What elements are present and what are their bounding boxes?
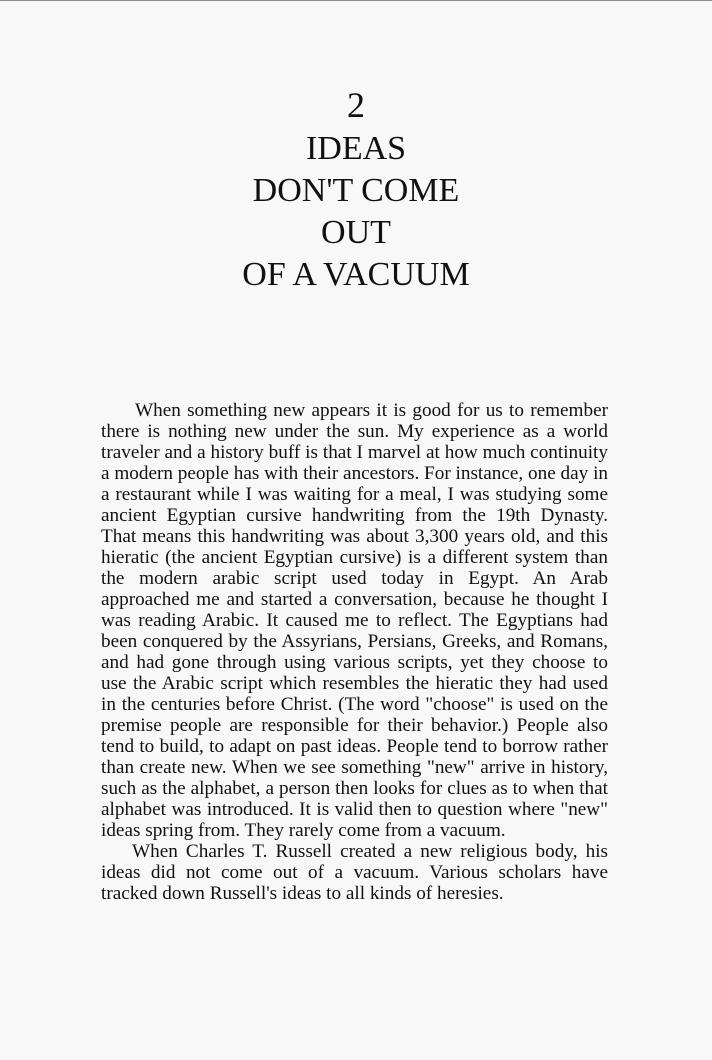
body-paragraph-1: When something new appears it is good for us to remember there is nothing new under the sun. My experience as a world traveler and a history buff is that I marvel at how much continuity a modern people has with their ancestors. For instance, one day in a restaurant while I was waiting for a meal, I was studying some ancient Egyptian cursive handwriting from the 19th Dynasty. That means this handwriting was about 3,300 years old, and this hieratic (the ancient Egyptian cursive) is a different system than the modern arabic script used today in Egypt. An Arab approached me and started a conversation, because he thought I was reading Arabic. It caused me to reflect. The Egyptians had been conquered by the Assyrians, Persians, Greeks, and Romans, and had gone through using various scripts, yet they choose to use the Arabic script which resembles the hieratic they had used in the centuries before Christ. (The word "choose" is used on the premise people are responsible for their behavior.) People also tend to build, to adapt on past ideas. People tend to borrow rather than create new. When we see something "new" arrive in history, such as the alphabet, a person then looks for clues as to when that alphabet was introduced. It is valid then to question where "new" ideas spring from. They rarely come from a vacuum. [101,400,608,841]
chapter-title-line-3: OUT [321,214,391,251]
chapter-body [101,400,608,904]
chapter-title-line-4: OF A VACUUM [242,256,470,293]
chapter-title-line-1: IDEAS [305,130,407,167]
chapter-number: 2 [347,85,365,125]
page-top-border [0,0,712,1]
body-paragraph-2: When Charles T. Russell created a new religious body, his ideas did not come out of a vacuum. Various scholars have tracked down Russell's ideas to all kinds of heresies. [101,841,608,904]
chapter-title-line-2: DON'T COME [252,172,460,209]
chapter-heading [0,82,712,296]
